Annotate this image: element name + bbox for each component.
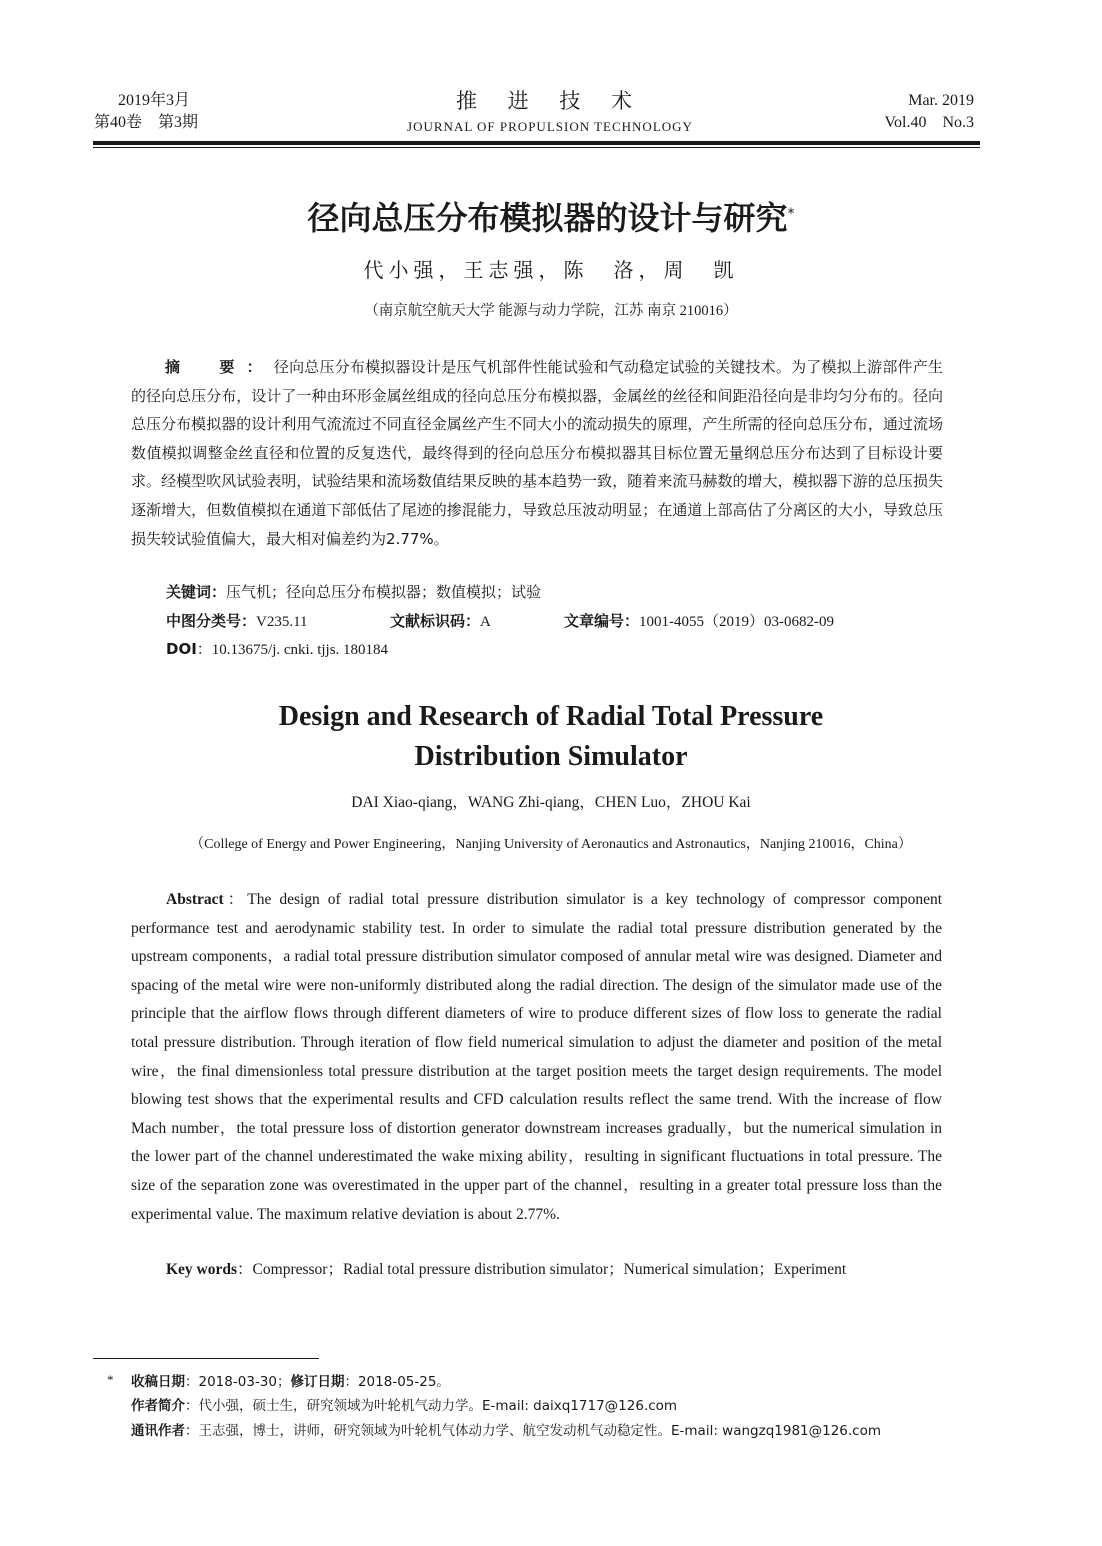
footnote-author-bio — [131, 1396, 677, 1416]
paper-title-cn-text: 径向总压分布模拟器的设计与研究 — [307, 199, 788, 237]
keywords-en-text: ：Compressor；Radial total pressure distribution simulator；Numerical simulation；Experiment — [237, 1261, 847, 1278]
article-number-value: 1001-4055（2019）03-0682-09 — [639, 614, 835, 630]
corresponding-author-label: 通讯作者 — [131, 1423, 185, 1439]
doi-line — [166, 638, 388, 661]
header-volume-cn: 第40卷 第3期 — [94, 114, 199, 131]
journal-name-en: JOURNAL OF PROPULSION TECHNOLOGY — [407, 119, 693, 134]
header-date-cn: 2019年3月 — [118, 92, 191, 109]
footnote-corresponding-author — [131, 1421, 881, 1441]
footnote-rule — [93, 1358, 319, 1359]
abstract-cn-text: 径向总压分布模拟器设计是压气机部件性能试验和气动稳定试验的关键技术。为了模拟上游部件产生的径向总压分布，设计了一种由环形金属丝组成的径向总压分布模拟器，金属丝的丝径和间距沿径向是非均匀分布的。径向总压分布模拟器的设计利用气流流过不同直径金属丝产生不同大小的流动损失的原理，产生所需的径向总压分布，通过流场数值模拟调整金丝直径和位置的反复迭代，最终得到的径向总压分布模拟器其目标位置无量纲总压分布达到了目标设计要求。经模型吹风试验表明，试验结果和流场数值结果反映的基本趋势一致，随着来流马赫数的增大，模拟器下游的总压损失逐渐增大，但数值模拟在通道下部低估了尾迹的掺混能力，导致总压波动明显；在通道上部高估了分离区的大小，导致总压损失较试验值偏大，最大相对偏差约为2.77%。 — [131, 358, 943, 548]
abstract-en-text: ：The design of radial total pressure distribution simulator is a key technology of compressor component performance test and aerodynamic stability test. In order to simulate the radial total pressure distribution generated by the upstream components，a radial total pressure distribution simulator composed of annular metal wire was designed. Diameter and spacing of the metal wire were non-uniformly distributed along the radial direction. The design of the simulator made use of the principle that the airflow flows through different diameters of wire to produce different sizes of flow loss to generate the radial total pressure distribution. Through iteration of flow field numerical simulation to adjust the diameter and position of the metal wire，the final dimensionless total pressure distribution at the target position meets the target design requirements. The model blowing test shows that the experimental results and CFD calculation results reflect the same trend. With the increase of flow Mach number，the total pressure loss of distortion generator downstream increases gradually，but the numerical simulation in the lower part of the channel underestimated the wake mixing ability，resulting in significant fluctuations in total pressure. The size of the separation zone was overestimated in the upper part of the channel，resulting in a greater total pressure loss than the experimental value. The maximum relative deviation is about 2.77%. — [131, 891, 942, 1223]
received-label: 收稿日期 — [131, 1374, 185, 1390]
abstract-en-label: Abstract — [166, 891, 224, 908]
header-issue-en — [820, 90, 974, 134]
header-date-en: Mar. 2019 — [908, 92, 974, 109]
doc-code-value: A — [480, 614, 491, 630]
doc-code-label: 文献标识码： — [390, 612, 481, 630]
journal-masthead — [330, 88, 770, 136]
header-issue-cn — [94, 90, 274, 134]
keywords-en — [131, 1256, 942, 1285]
journal-name-cn: 推 进 技 术 — [455, 89, 645, 113]
received-text: ：2018-03-30； — [185, 1374, 291, 1390]
paper-title-en-line2: Distribution Simulator — [414, 741, 688, 772]
header-rule-thin — [93, 147, 980, 148]
revised-text: ：2018-05-25。 — [344, 1374, 450, 1390]
paper-title-cn — [0, 196, 1102, 240]
header-rule-thick — [93, 141, 980, 145]
abstract-cn-label: 摘 要： — [165, 358, 274, 376]
article-number-label: 文章编号： — [564, 612, 640, 630]
footnote-star: * — [107, 1372, 114, 1387]
doi-value: ：10.13675/j. cnki. tjjs. 180184 — [196, 642, 389, 658]
class-number-value: V235.11 — [256, 614, 308, 630]
doi-label: DOI — [166, 640, 197, 658]
corresponding-author-text: ：王志强，博士，讲师，研究领域为叶轮机气体动力学、航空发动机气动稳定性。E-mail: wangzq1981@126.com — [185, 1423, 882, 1439]
authors-en: DAI Xiao-qiang，WANG Zhi-qiang，CHEN Luo，ZHOU Kai — [351, 794, 751, 811]
header-volume-en: Vol.40 No.3 — [884, 114, 974, 131]
classification-line — [166, 610, 835, 633]
affiliation-cn: （南京航空航天大学 能源与动力学院，江苏 南京 210016） — [364, 303, 738, 319]
author-bio-text: ：代小强，硕士生，研究领域为叶轮机气动力学。E-mail: daixq1717@126.com — [185, 1398, 678, 1414]
keywords-cn-text: 压气机；径向总压分布模拟器；数值模拟；试验 — [226, 583, 542, 601]
keywords-en-label: Key words — [166, 1261, 238, 1278]
paper-title-en — [0, 697, 1102, 777]
title-footnote-mark: * — [787, 206, 795, 222]
keywords-cn — [166, 581, 541, 603]
author-bio-label: 作者简介 — [131, 1398, 185, 1414]
class-number-label: 中图分类号： — [166, 612, 257, 630]
footnote-dates — [131, 1372, 450, 1392]
abstract-en — [131, 886, 942, 1229]
keywords-cn-label: 关键词： — [166, 583, 227, 601]
revised-label: 修订日期 — [290, 1374, 345, 1390]
affiliation-en: （College of Energy and Power Engineering，Nanjing University of Aeronautics and Astronautics，Nanjing 210016，China） — [190, 837, 912, 852]
abstract-cn — [131, 353, 943, 553]
authors-cn: 代小强，王志强，陈 洛，周 凯 — [363, 258, 739, 282]
paper-title-en-line1: Design and Research of Radial Total Pressure — [278, 701, 824, 732]
